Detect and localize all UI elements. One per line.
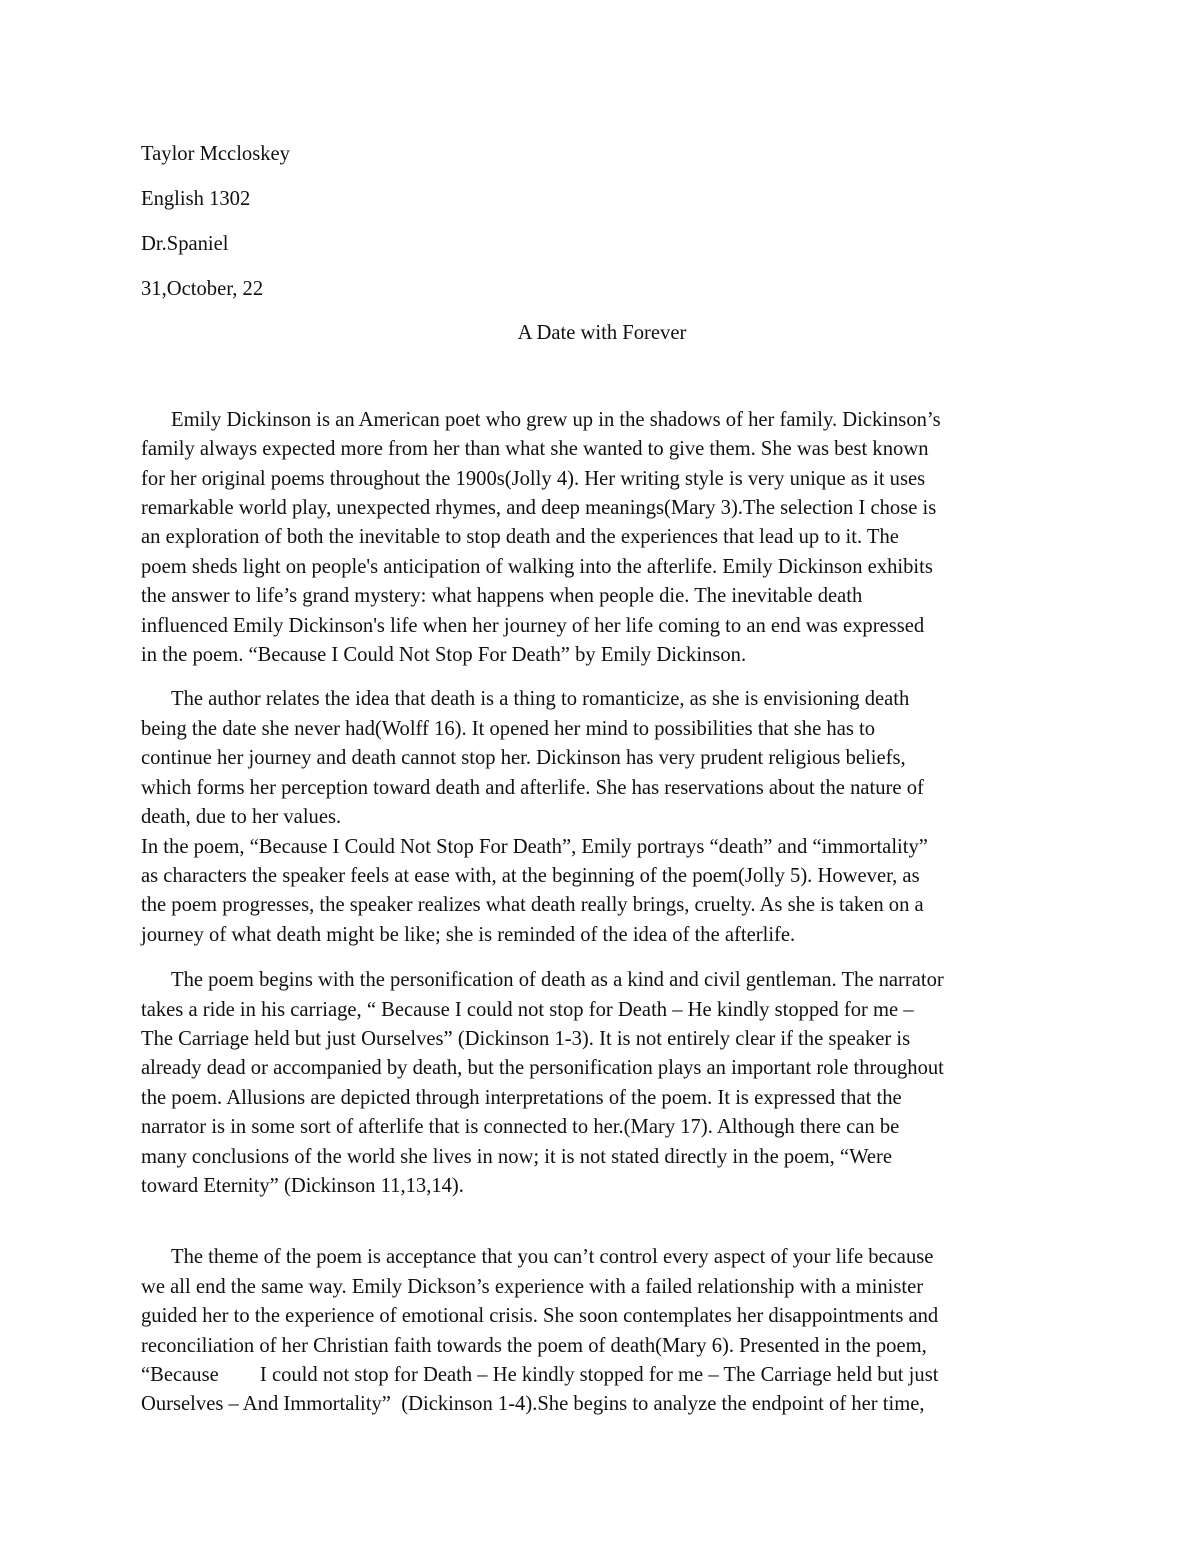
paragraph-line: the answer to life’s grand mystery: what happens when people die. The inevitable death xyxy=(141,585,863,608)
paragraph-line: the poem progresses, the speaker realizes what death really brings, cruelty. As she is taken on a xyxy=(141,894,924,917)
paragraph-line: Ourselves – And Immortality” (Dickinson 1-4).She begins to analyze the endpoint of her time, xyxy=(141,1393,925,1416)
essay-title: A Date with Forever xyxy=(517,322,687,345)
paragraph-line: journey of what death might be like; she is reminded of the idea of the afterlife. xyxy=(141,923,796,946)
author-name: Taylor Mccloskey xyxy=(141,143,290,165)
paragraph-line: takes a ride in his carriage, “ Because I could not stop for Death – He kindly stopped for me – xyxy=(141,998,914,1021)
paragraph-line: narrator is in some sort of afterlife that is connected to her.(Mary 17). Although there can be xyxy=(141,1116,900,1139)
paragraph-line: many conclusions of the world she lives in now; it is not stated directly in the poem, “Were xyxy=(141,1145,892,1168)
paragraph-line: an exploration of both the inevitable to stop death and the experiences that lead up to it. The xyxy=(141,526,899,549)
paragraph-1 xyxy=(141,406,1063,671)
paragraph-line: poem sheds light on people's anticipation of walking into the afterlife. Emily Dickinson exhibits xyxy=(141,555,933,578)
essay-date: 31,October, 22 xyxy=(141,278,264,300)
paragraph-line: The poem begins with the personification of death as a kind and civil gentleman. The narrator xyxy=(171,969,944,992)
paragraph-line: as characters the speaker feels at ease with, at the beginning of the poem(Jolly 5). However, as xyxy=(141,864,920,887)
paragraph-line: being the date she never had(Wolff 16). It opened her mind to possibilities that she has to xyxy=(141,717,876,740)
paragraph-line: continue her journey and death cannot stop her. Dickinson has very prudent religious beliefs, xyxy=(141,747,906,770)
paragraph-line: in the poem. “Because I Could Not Stop For Death” by Emily Dickinson. xyxy=(141,644,747,667)
paragraph-line: toward Eternity” (Dickinson 11,13,14). xyxy=(141,1174,464,1197)
instructor-name: Dr.Spaniel xyxy=(141,233,229,255)
paragraph-line: “Because I could not stop for Death – He kindly stopped for me – The Carriage held but just xyxy=(141,1364,939,1386)
paragraph-line: guided her to the experience of emotional crisis. She soon contemplates her disappointments and xyxy=(141,1305,939,1328)
paragraph-2 xyxy=(141,685,1063,950)
paragraph-line: the poem. Allusions are depicted through interpretations of the poem. It is expressed that the xyxy=(141,1086,902,1109)
paragraph-line: which forms her perception toward death and afterlife. She has reservations about the nature of xyxy=(141,776,924,799)
paragraph-line: Emily Dickinson is an American poet who grew up in the shadows of her family. Dickinson’s xyxy=(171,408,941,431)
paragraph-line: death, due to her values. xyxy=(141,806,342,829)
paragraph-line: already dead or accompanied by death, but the personification plays an important role throughout xyxy=(141,1057,944,1080)
document-body xyxy=(141,140,1063,1420)
paragraph-4 xyxy=(141,1243,1063,1419)
paragraph-line: reconciliation of her Christian faith towards the poem of death(Mary 6). Presented in the poem, xyxy=(141,1334,927,1357)
paragraph-line: influenced Emily Dickinson's life when her journey of her life coming to an end was expressed xyxy=(141,614,925,637)
paragraph-line: The author relates the idea that death is a thing to romanticize, as she is envisioning death xyxy=(171,688,910,711)
paragraph-line: remarkable world play, unexpected rhymes, and deep meanings(Mary 3).The selection I chose is xyxy=(141,497,937,520)
paragraph-line: The Carriage held but just Ourselves” (Dickinson 1-3). It is not entirely clear if the speaker is xyxy=(141,1027,911,1050)
paragraph-line: for her original poems throughout the 1900s(Jolly 4). Her writing style is very unique as it uses xyxy=(141,467,926,490)
paragraph-line: we all end the same way. Emily Dickson’s experience with a failed relationship with a minister xyxy=(141,1275,924,1298)
paragraph-3 xyxy=(141,966,1063,1201)
paragraph-line: family always expected more from her than what she wanted to give them. She was best known xyxy=(141,438,929,461)
paragraph-line: In the poem, “Because I Could Not Stop For Death”, Emily portrays “death” and “immortality” xyxy=(141,835,928,858)
paragraph-line: The theme of the poem is acceptance that you can’t control every aspect of your life because xyxy=(171,1246,934,1269)
course-name: English 1302 xyxy=(141,188,251,210)
